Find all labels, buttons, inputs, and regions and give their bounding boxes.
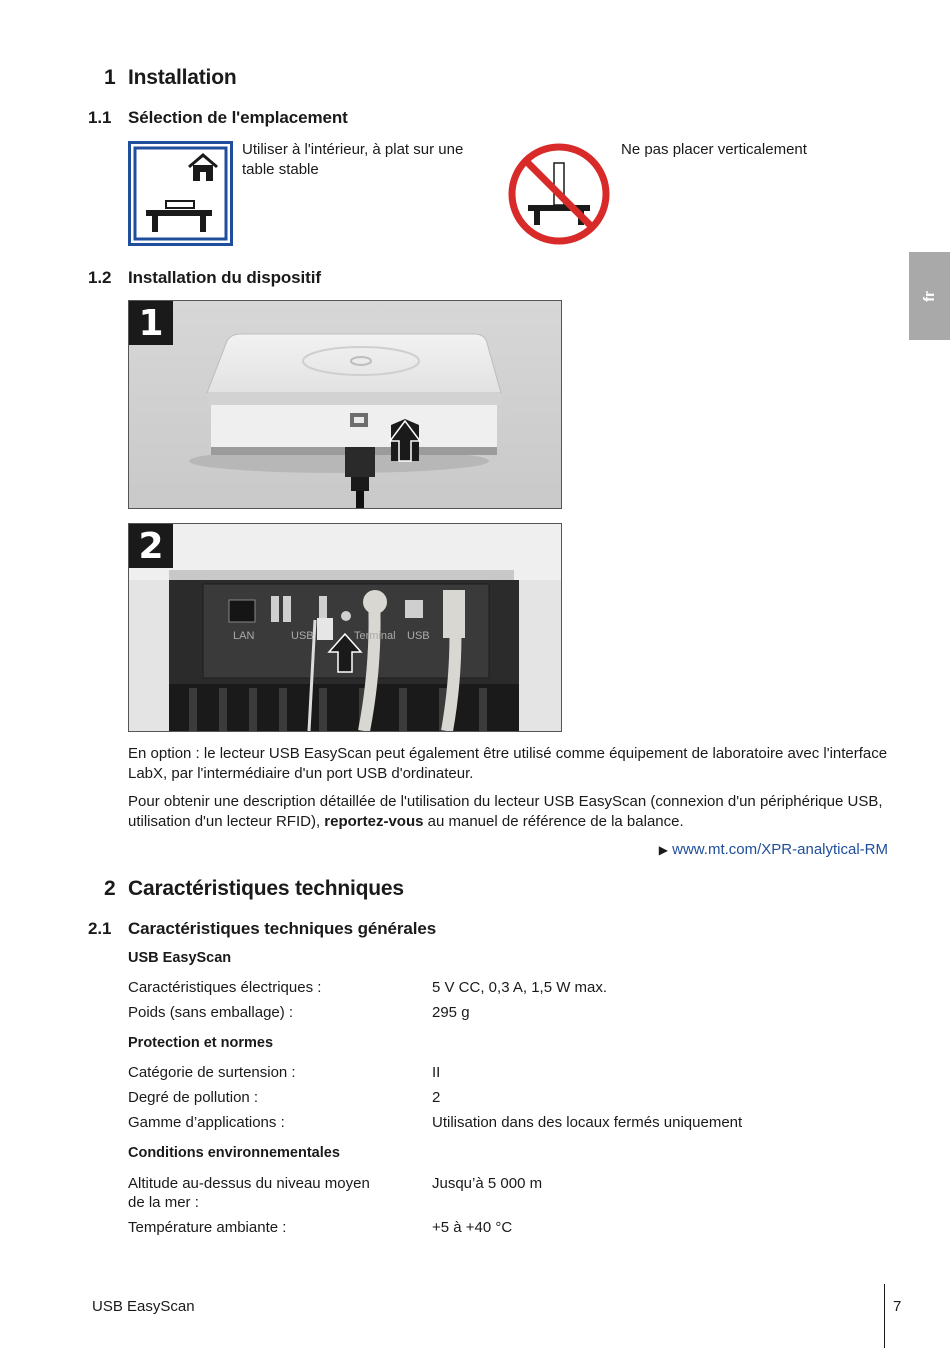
paragraph-reference-manual [128, 792, 898, 832]
spec-label: Catégorie de surtension : [128, 1064, 296, 1081]
port-label-usb-2: USB [407, 630, 430, 642]
footer-product: USB EasyScan [92, 1298, 195, 1315]
group-heading-environment: Conditions environnementales [128, 1145, 340, 1161]
section-2-title: Caractéristiques techniques [128, 877, 404, 900]
spec-value: 2 [432, 1089, 441, 1106]
spec-label: Température ambiante : [128, 1219, 287, 1236]
section-1-1-title: Sélection de l'emplacement [128, 108, 348, 127]
spec-value: +5 à +40 °C [432, 1219, 513, 1236]
installation-photo-step-1 [128, 300, 562, 509]
paragraph-reference-manual-a: Pour obtenir une description détaillée de l'utilisation du lecteur USB EasyScan (connexion d'un périphérique USB, utilisation d'un lecteur RFID), [128, 793, 883, 830]
port-label-terminal: Terminal [354, 630, 396, 642]
spec-value: II [432, 1064, 441, 1081]
spec-label: Degré de pollution : [128, 1089, 259, 1106]
group-heading-usb-easyscan: USB EasyScan [128, 950, 232, 966]
language-tab-label: fr [921, 290, 938, 302]
section-1-title: Installation [128, 66, 237, 89]
group-heading-protection: Protection et normes [128, 1035, 274, 1051]
indoor-flat-table-icon [128, 141, 233, 246]
reference-manual-link[interactable]: www.mt.com/XPR-analytical-RM [672, 841, 888, 858]
placement-no-text: Ne pas placer verticalement [621, 141, 807, 158]
paragraph-reference-manual-bold: reportez-vous [324, 813, 424, 830]
step-1-badge: 1 [129, 301, 173, 345]
language-tab [909, 252, 950, 340]
spec-value: Utilisation dans des locaux fermés uniquement [432, 1114, 743, 1131]
footer-page-number: 7 [893, 1298, 902, 1315]
spec-label: Caractéristiques électriques : [128, 979, 322, 996]
port-label-usb: USB [291, 630, 314, 642]
section-1-number: 1 [104, 66, 116, 89]
spec-label: Altitude au-dessus du niveau moyen de la mer : [128, 1175, 370, 1211]
spec-label: Poids (sans emballage) : [128, 1004, 294, 1021]
link-arrow-icon: ▶ [658, 843, 668, 857]
section-2-number: 2 [104, 877, 116, 900]
step-2-badge: 2 [129, 524, 173, 568]
placement-ok-text: Utiliser à l'intérieur, à plat sur une table stable [242, 141, 464, 178]
no-vertical-placement-icon [506, 141, 612, 247]
spec-value: Jusqu’à 5 000 m [432, 1175, 543, 1192]
installation-photo-step-2 [128, 523, 562, 732]
section-1-1-number: 1.1 [88, 108, 112, 127]
section-2-1-number: 2.1 [88, 919, 112, 938]
footer-divider [884, 1284, 885, 1348]
spec-value: 5 V CC, 0,3 A, 1,5 W max. [432, 979, 608, 996]
paragraph-reference-manual-b: au manuel de référence de la balance. [423, 813, 684, 830]
section-2-1-title: Caractéristiques techniques générales [128, 919, 437, 938]
spec-value: 295 g [432, 1004, 470, 1021]
section-1-2-number: 1.2 [88, 268, 112, 287]
port-label-lan: LAN [233, 630, 255, 642]
spec-label: Gamme d’applications : [128, 1114, 285, 1131]
reference-link-row [638, 840, 888, 860]
section-1-2-title: Installation du dispositif [128, 268, 321, 287]
paragraph-labx-option: En option : le lecteur USB EasyScan peut également être utilisé comme équipement de laboratoire avec l'interface LabX, par l'intermédiaire d'un port USB d'ordinateur. [128, 745, 888, 782]
